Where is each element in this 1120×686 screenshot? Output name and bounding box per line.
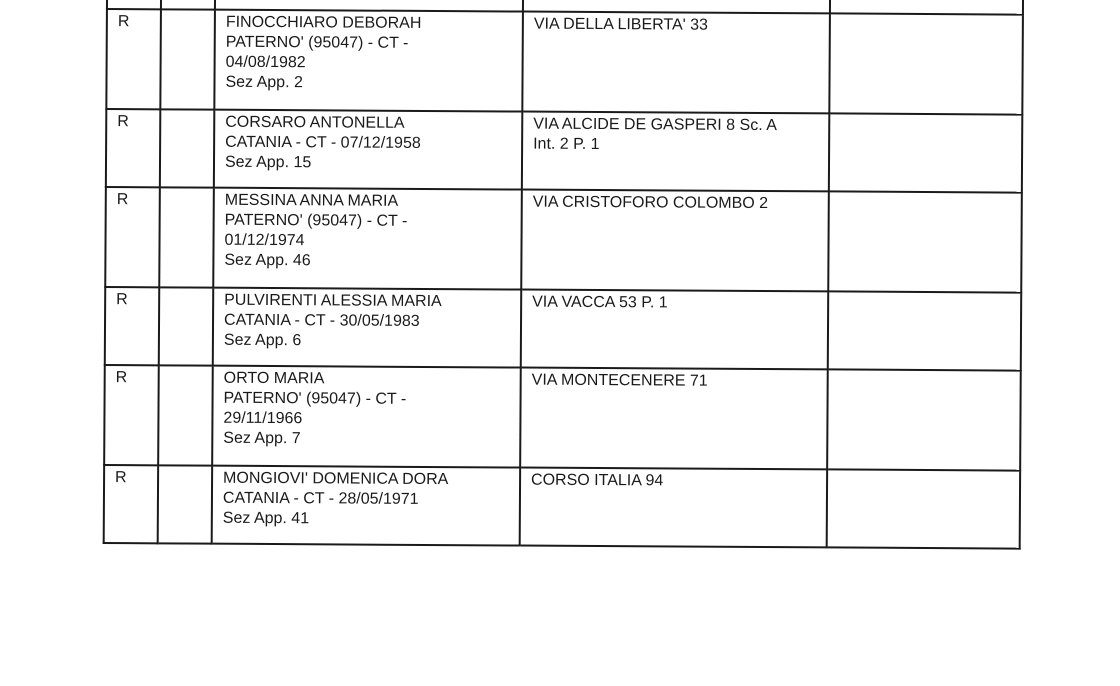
person-name: ORTO MARIA xyxy=(223,369,325,388)
row-type: R xyxy=(115,369,128,387)
empty-cell xyxy=(158,365,213,465)
empty-cell xyxy=(159,287,213,365)
person-cell xyxy=(214,10,523,112)
section-number: Sez App. 2 xyxy=(225,73,303,92)
empty-cell xyxy=(828,291,1021,370)
empty-cell xyxy=(827,469,1020,548)
address-cell xyxy=(521,290,828,370)
table-row xyxy=(104,365,1021,471)
row-type: R xyxy=(116,191,129,209)
section-number: Sez App. 41 xyxy=(222,509,310,528)
address-cell xyxy=(521,190,829,292)
header-stub-cell xyxy=(830,0,1023,15)
empty-cell xyxy=(829,113,1022,192)
table-row xyxy=(105,287,1021,371)
address-cell xyxy=(522,112,829,192)
person-cell xyxy=(213,288,521,368)
row-type: R xyxy=(115,469,127,487)
section-number: Sez App. 15 xyxy=(224,153,312,172)
address-line: VIA DELLA LIBERTA' 33 xyxy=(533,15,709,34)
birth-place: CATANIA - CT - 07/12/1958 xyxy=(225,133,421,152)
empty-cell xyxy=(829,13,1023,114)
row-type-cell xyxy=(104,465,158,543)
empty-cell xyxy=(828,191,1022,292)
empty-cell xyxy=(158,465,212,543)
person-name: PULVIRENTI ALESSIA MARIA xyxy=(224,291,442,311)
row-type-cell xyxy=(106,9,161,109)
voter-register-table xyxy=(103,0,1024,550)
empty-cell xyxy=(159,187,214,287)
address-line: VIA VACCA 53 P. 1 xyxy=(532,293,668,312)
row-type-cell xyxy=(104,365,159,465)
address-line: VIA MONTECENERE 71 xyxy=(531,371,708,390)
empty-cell xyxy=(160,109,214,187)
address-line: CORSO ITALIA 94 xyxy=(531,471,664,490)
person-cell xyxy=(212,466,520,546)
birth-place: CATANIA - CT - 28/05/1971 xyxy=(222,489,419,508)
empty-cell xyxy=(160,9,215,109)
person-name: FINOCCHIARO DEBORAH xyxy=(225,13,422,32)
row-type: R xyxy=(117,13,130,31)
birth-date: 01/12/1974 xyxy=(224,231,305,250)
birth-place: CATANIA - CT - 30/05/1983 xyxy=(223,311,420,330)
section-number: Sez App. 46 xyxy=(224,251,311,270)
row-type-cell xyxy=(105,287,159,365)
birth-place: PATERNO' (95047) - CT - xyxy=(223,389,407,408)
address-line-2: Int. 2 P. 1 xyxy=(533,135,600,154)
person-name: CORSARO ANTONELLA xyxy=(225,113,405,132)
empty-cell xyxy=(827,369,1021,470)
row-type-cell xyxy=(106,109,160,187)
table-row xyxy=(106,9,1023,115)
header-stub-cell xyxy=(161,0,215,10)
table-row xyxy=(104,465,1020,549)
birth-place: PATERNO' (95047) - CT - xyxy=(224,211,408,230)
address-line: VIA ALCIDE DE GASPERI 8 Sc. A xyxy=(533,115,777,135)
section-number: Sez App. 7 xyxy=(223,429,301,448)
person-cell xyxy=(213,188,522,290)
table-row xyxy=(106,109,1022,193)
birth-date: 04/08/1982 xyxy=(225,53,306,72)
address-cell xyxy=(522,12,830,114)
header-stub-cell xyxy=(107,0,161,9)
person-name: MONGIOVI' DOMENICA DORA xyxy=(223,469,449,489)
birth-place: PATERNO' (95047) - CT - xyxy=(225,33,409,52)
address-cell xyxy=(520,468,827,548)
row-type-cell xyxy=(105,187,160,287)
birth-date: 29/11/1966 xyxy=(223,409,303,428)
section-number: Sez App. 6 xyxy=(223,331,302,350)
address-line: VIA CRISTOFORO COLOMBO 2 xyxy=(532,193,769,213)
table-row xyxy=(105,187,1022,293)
person-name: MESSINA ANNA MARIA xyxy=(224,191,399,210)
person-cell xyxy=(212,366,521,468)
row-type: R xyxy=(117,113,129,131)
row-type: R xyxy=(116,291,128,309)
person-cell xyxy=(214,110,522,190)
address-cell xyxy=(520,368,828,470)
